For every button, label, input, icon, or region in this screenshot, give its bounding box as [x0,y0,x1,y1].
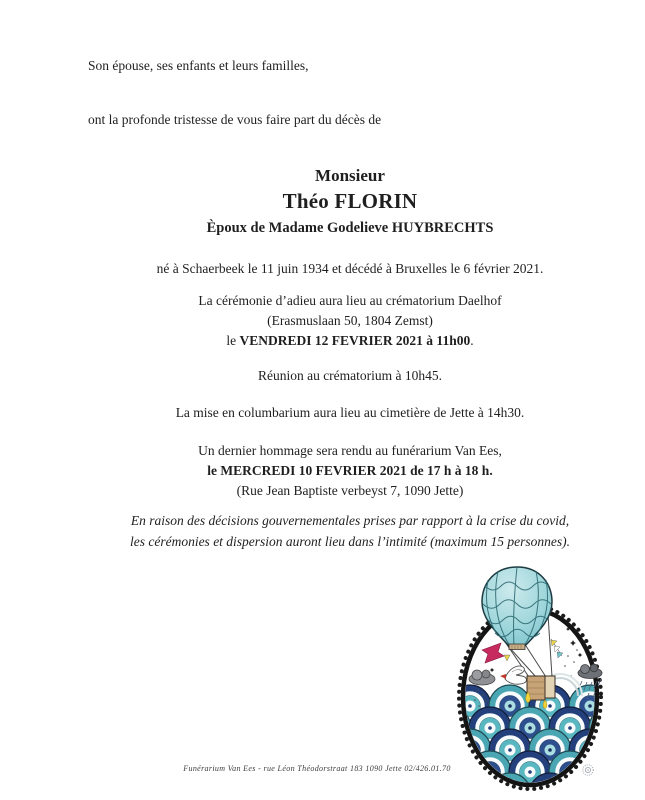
covid-notice-line-1: En raison des décisions gouvernementales prises par rapport à la crise du covid, [130,513,570,528]
ceremony-date-suffix: . [470,333,474,348]
ceremony-line-1: La cérémonie d’adieu aura lieu au crématorium Daelhof [198,293,502,308]
ceremony-date-prefix: le [226,333,240,348]
tribute-line-2: le MERCREDI 10 FEVRIER 2021 de 17 h à 18 h. [207,463,493,478]
intro-line-1: Son épouse, ses enfants et leurs familles, [88,58,309,73]
balloon-basket [527,676,555,700]
columbarium-line: La mise en columbarium aura lieu au cimetière de Jette à 14h30. [175,405,525,420]
life-dates-line: né à Schaerbeek le 11 juin 1934 et décédé à Bruxelles le 6 février 2021. [156,261,544,276]
funeral-home-footer: Funérarium Van Ees - rue Léon Théodorstraat 183 1090 Jette 02/426.01.70 [183,764,451,773]
intro-line-2: ont la profonde tristesse de vous faire part du décès de [88,112,382,127]
tribute-line-1: Un dernier hommage sera rendu au funérarium Van Ees, [198,443,502,458]
ceremony-line-3 [88,331,612,351]
spouse-line: Èpoux de Madame Godelieve HUYBRECHTS [206,220,494,236]
civility-title: Monsieur [315,166,385,185]
deceased-name: Théo FLORIN [282,189,418,213]
tribute-line-3: (Rue Jean Baptiste verbeyst 7, 1090 Jette) [236,483,464,498]
reunion-line: Réunion au crématorium à 10h45. [257,368,443,383]
ceremony-date-bold: VENDREDI 12 FEVRIER 2021 à 11h00 [239,333,471,348]
covid-notice-line-2: les cérémonies et dispersion auront lieu dans l’intimité (maximum 15 personnes). [129,534,571,549]
ceremony-line-2: (Erasmuslaan 50, 1804 Zemst) [267,313,433,328]
